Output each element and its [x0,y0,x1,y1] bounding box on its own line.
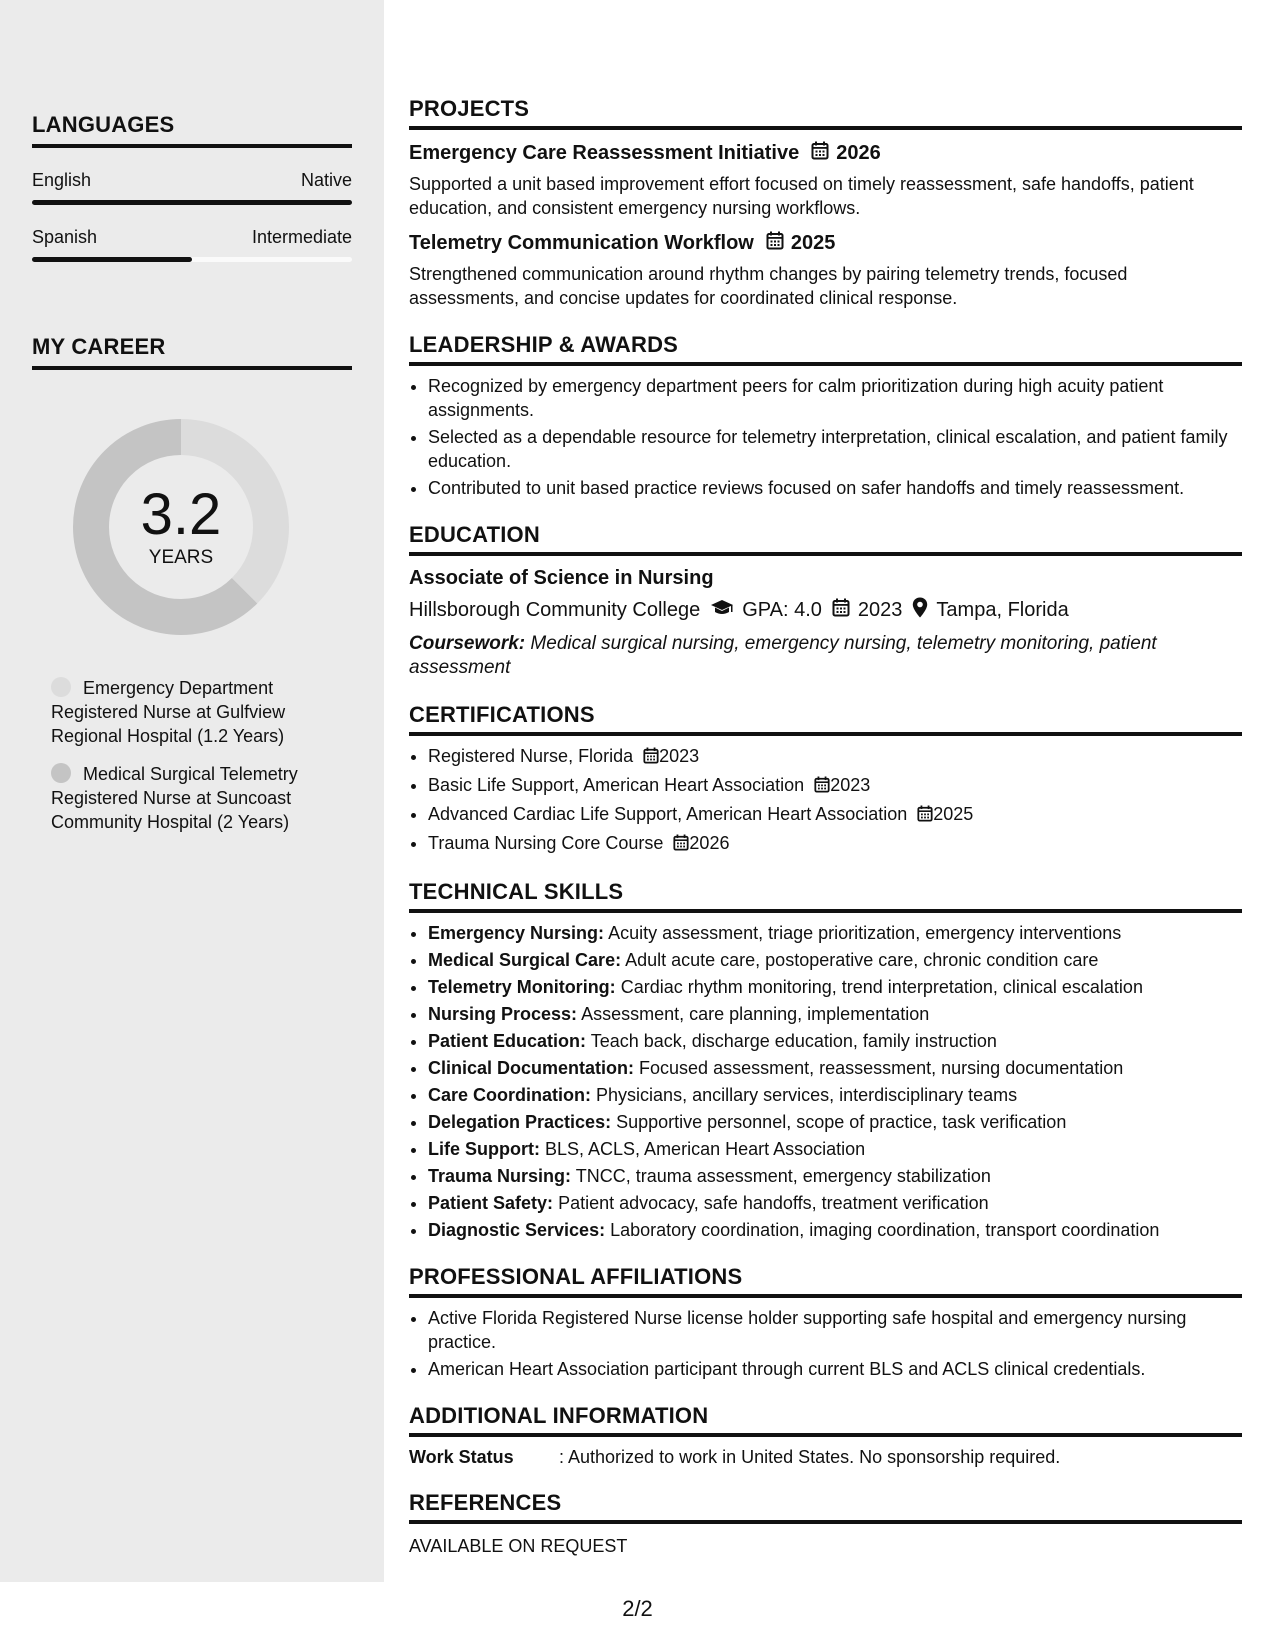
list-item: • Selected as a dependable resource for telemetry interpretation, clinical escalation, and patient family education. [428,425,1242,473]
skill-value: Teach back, discharge education, family instruction [590,1031,997,1051]
graduation-year: 2023 [857,599,903,621]
skill-value: Supportive personnel, scope of practice, task verification [616,1112,1067,1132]
additional-info-heading: ADDITIONAL INFORMATION [409,1403,1242,1437]
language-name: English [32,170,92,190]
list-item [428,744,1242,770]
skill-label: Trauma Nursing: [428,1166,572,1186]
certification-year: 2026 [689,833,730,853]
work-status-value: : Authorized to work in United States. No sponsorship required. [559,1447,1061,1467]
donut-center [66,412,296,642]
skill-value: Focused assessment, reassessment, nursing documentation [639,1058,1124,1078]
calendar-icon [832,598,850,623]
certifications-list [409,744,1242,857]
project-item [409,141,1242,220]
education-location: Tampa, Florida [936,599,1069,621]
list-item [428,802,1242,828]
certification-name: Basic Life Support, American Heart Association [428,775,805,795]
projects-heading: PROJECTS [409,96,1242,130]
coursework-text: Medical surgical nursing, emergency nursing, telemetry monitoring, patient assessment [409,633,1157,678]
project-description: Supported a unit based improvement effort focused on timely reassessment, safe handoffs, patient education, and consistent emergency nursing workflows. [409,174,1194,218]
skill-value: Adult acute care, postoperative care, chronic condition care [625,950,1099,970]
career-total-value: 3.2 [140,482,222,547]
skill-item [428,1164,1242,1188]
career-legend-item [51,762,312,834]
sidebar-content [32,112,352,848]
calendar-icon [811,141,829,166]
skill-item [428,921,1242,945]
main-content [409,96,1242,1557]
skill-label: Clinical Documentation: [428,1058,635,1078]
career-item-text: Medical Surgical Telemetry Registered Nurse at Suncoast Community Hospital (2 Years) [51,764,298,832]
project-title: Telemetry Communication Workflow [409,232,754,254]
coursework-label: Coursework: [409,633,526,654]
skill-item [428,1137,1242,1161]
education-meta [409,597,1242,624]
skill-value: BLS, ACLS, American Heart Association [545,1139,866,1159]
language-item [32,170,352,191]
skill-item [428,1110,1242,1134]
skill-item [428,1191,1242,1215]
skill-value: Acuity assessment, triage prioritization, emergency interventions [608,923,1122,943]
leadership-list [409,374,1242,500]
skill-label: Care Coordination: [428,1085,592,1105]
skill-label: Patient Education: [428,1031,587,1051]
languages-list [32,170,352,262]
skill-label: Nursing Process: [428,1004,578,1024]
career-legend [32,676,312,834]
certification-name: Advanced Cardiac Life Support, American Heart Association [428,804,908,824]
skill-value: Laboratory coordination, imaging coordination, transport coordination [610,1220,1160,1240]
coursework [409,632,1242,680]
gpa: GPA: 4.0 [742,599,822,621]
skill-value: Assessment, care planning, implementation [581,1004,930,1024]
sidebar [0,0,384,1582]
project-title-row [409,141,1242,166]
proficiency-fill [32,200,352,205]
skill-item [428,1056,1242,1080]
project-title-row [409,231,1242,256]
project-year: 2025 [790,232,836,254]
skills-list [409,921,1242,1242]
calendar-icon [814,775,830,799]
certification-name: Registered Nurse, Florida [428,746,634,766]
language-level: Native [300,170,352,190]
language-item [32,227,352,248]
references-heading: REFERENCES [409,1490,1242,1524]
list-item [428,831,1242,857]
project-description: Strengthened communication around rhythm changes by pairing telemetry trends, focused assessments, and concise updates for coordinated clinical response. [409,264,1128,308]
career-donut-chart [66,412,296,642]
skill-value: Patient advocacy, safe handoffs, treatment verification [558,1193,989,1213]
calendar-icon [643,746,659,770]
skill-item [428,975,1242,999]
certification-year: 2023 [830,775,871,795]
education-heading: EDUCATION [409,522,1242,556]
school-name: Hillsborough Community College [409,599,701,621]
skill-item [428,1083,1242,1107]
skill-item [428,1218,1242,1242]
work-status-label: Work Status [409,1447,514,1467]
certification-name: Trauma Nursing Core Course [428,833,664,853]
skill-label: Delegation Practices: [428,1112,612,1132]
affiliations-heading: PROFESSIONAL AFFILIATIONS [409,1264,1242,1298]
calendar-icon [673,833,689,857]
list-item: • Contributed to unit based practice reviews focused on safer handoffs and timely reassessment. [428,476,1242,500]
skill-item [428,948,1242,972]
legend-dot [51,677,71,697]
graduation-cap-icon [710,599,734,623]
language-name: Spanish [32,227,98,247]
skill-value: Physicians, ancillary services, interdisciplinary teams [596,1085,1018,1105]
skill-label: Emergency Nursing: [428,923,605,943]
skill-label: Patient Safety: [428,1193,554,1213]
skill-item [428,1029,1242,1053]
skills-heading: TECHNICAL SKILLS [409,879,1242,913]
project-item [409,231,1242,310]
map-pin-icon [912,597,928,624]
skill-label: Medical Surgical Care: [428,950,622,970]
career-item-text: Emergency Department Registered Nurse at Gulfview Regional Hospital (1.2 Years) [51,678,286,746]
certifications-heading: CERTIFICATIONS [409,702,1242,736]
language-proficiency-bar [32,200,352,205]
calendar-icon [917,804,933,828]
career-heading: MY CAREER [32,334,352,370]
project-year: 2026 [836,142,881,164]
list-item [428,773,1242,799]
skill-label: Life Support: [428,1139,540,1159]
leadership-heading: LEADERSHIP & AWARDS [409,332,1242,366]
work-status-row [409,1447,1242,1468]
skill-item [428,1002,1242,1026]
career-legend-item [51,676,312,748]
skill-label: Diagnostic Services: [428,1220,606,1240]
list-item: • Active Florida Registered Nurse license holder supporting safe hospital and emergency nursing practice. [428,1306,1242,1354]
languages-heading: LANGUAGES [32,112,352,148]
affiliations-list [409,1306,1242,1381]
project-title: Emergency Care Reassessment Initiative [409,142,800,164]
list-item: • American Heart Association participant through current BLS and ACLS clinical credentials. [428,1357,1242,1381]
career-total-unit: YEARS [148,547,214,568]
language-proficiency-bar [32,257,352,262]
skill-label: Telemetry Monitoring: [428,977,616,997]
calendar-icon [766,231,784,256]
list-item: • Recognized by emergency department peers for calm prioritization during high acuity patient assignments. [428,374,1242,422]
degree-title: Associate of Science in Nursing [409,567,714,589]
skill-value: Cardiac rhythm monitoring, trend interpretation, clinical escalation [620,977,1143,997]
references-text: AVAILABLE ON REQUEST [409,1536,628,1556]
proficiency-fill [32,257,192,262]
certification-year: 2023 [659,746,700,766]
legend-dot [51,763,71,783]
certification-year: 2025 [933,804,974,824]
language-level: Intermediate [251,227,352,247]
page-number: 2/2 [622,1596,653,1621]
skill-value: TNCC, trauma assessment, emergency stabilization [575,1166,991,1186]
